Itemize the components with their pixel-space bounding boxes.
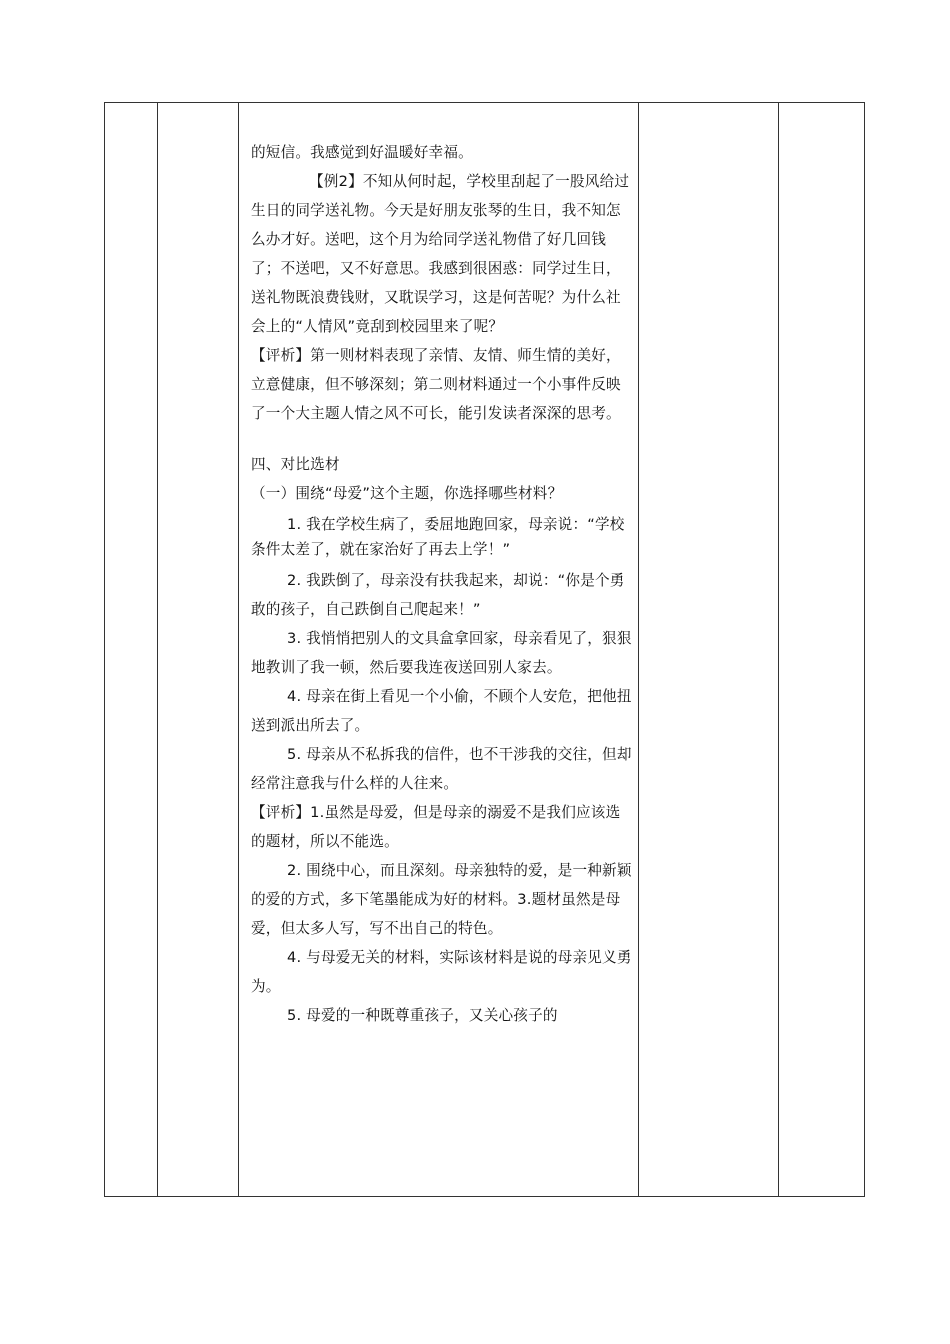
option-item: 4. 母亲在街上看见一个小偷，不顾个人安危，把他扭送到派出所去了。 bbox=[251, 688, 632, 734]
option-item: 3. 我悄悄把别人的文具盒拿回家，母亲看见了，狠狠地教训了我一顿，然后要我连夜送回别人家去。 bbox=[251, 630, 632, 676]
commentary-paragraph: 【评析】第一则材料表现了亲情、友情、师生情的美好，立意健康，但不够深刻；第二则材料通过一个小事件反映了一个大主题人情之风不可长，能引发读者深深的思考。 bbox=[251, 347, 621, 422]
example-2-paragraph: 【例2】不知从何时起，学校里刮起了一股风给过生日的同学送礼物。今天是好朋友张琴的生日，我不知怎么办才好。送吧，这个月为给同学送礼物借了好几回钱了；不送吧，又不好意思。我感到很困惑：同学过生日，送礼物既浪费钱财，又耽误学习，这是何苦呢？为什么社会上的“人情风”竟刮到校园里来了呢？ bbox=[251, 173, 630, 335]
commentary-item: 2. 围绕中心，而且深刻。母亲独特的爱，是一种新颖的爱的方式，多下笔墨能成为好的材料。3.题材虽然是母爱，但太多人写，写不出自己的特色。 bbox=[251, 862, 632, 937]
column-divider bbox=[638, 103, 639, 1196]
section-heading: 四、对比选材 bbox=[251, 456, 340, 473]
column-divider bbox=[778, 103, 779, 1196]
content-cell bbox=[251, 138, 635, 1030]
commentary-paragraph: 【评析】1.虽然是母爱，但是母亲的溺爱不是我们应该选的题材，所以不能选。 bbox=[251, 804, 621, 850]
spacer bbox=[251, 428, 635, 450]
paragraph: 的短信。我感觉到好温暖好幸福。 bbox=[251, 144, 473, 161]
column-divider bbox=[157, 103, 158, 1196]
commentary-item: 4. 与母爱无关的材料，实际该材料是说的母亲见义勇为。 bbox=[251, 949, 632, 995]
option-item: 2. 我跌倒了，母亲没有扶我起来，却说：“你是个勇敢的孩子，自己跌倒自己爬起来！” bbox=[251, 572, 625, 618]
question-paragraph: （一）围绕“母爱”这个主题，你选择哪些材料？ bbox=[251, 485, 563, 502]
commentary-item: 5. 母爱的一种既尊重孩子，又关心孩子的 bbox=[287, 1007, 558, 1024]
option-item: 5. 母亲从不私拆我的信件，也不干涉我的交往，但却经常注意我与什么样的人往来。 bbox=[251, 746, 632, 792]
column-divider bbox=[238, 103, 239, 1196]
option-item: 1. 我在学校生病了，委屈地跑回家，母亲说：“学校条件太差了，就在家治好了再去上学！” bbox=[251, 516, 625, 558]
